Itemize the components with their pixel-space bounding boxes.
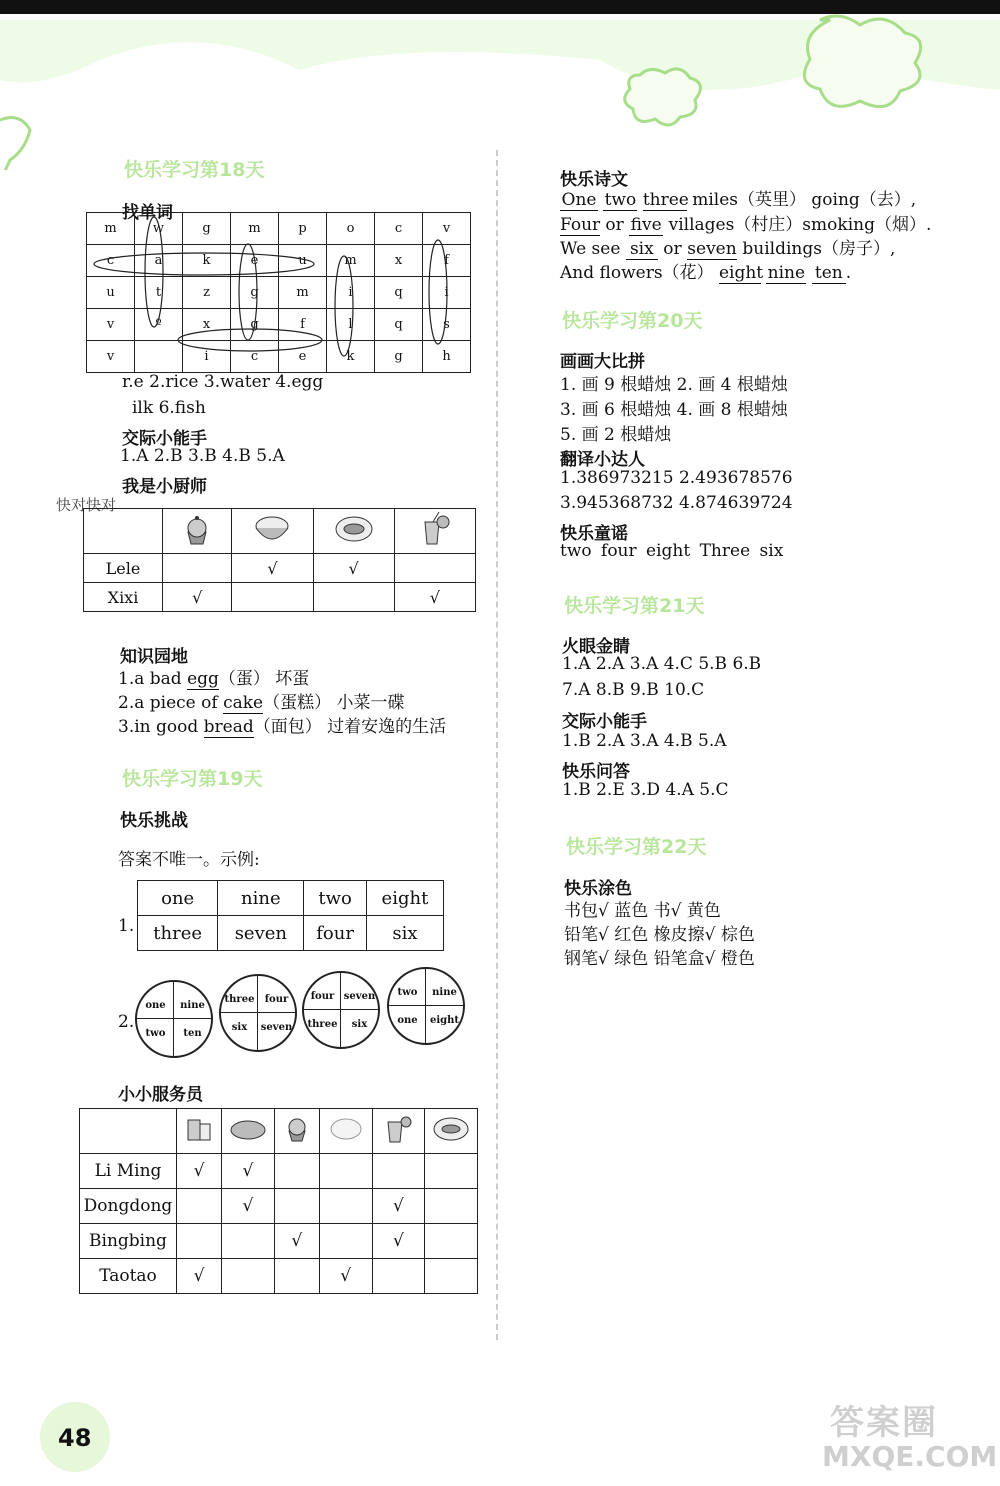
knowledge-title: 知识园地 [120, 647, 188, 667]
qa-line: 1.B 2.E 3.D 4.A 5.C [562, 780, 729, 800]
grid-cell: w [135, 213, 183, 245]
song-title: 快乐童谣 [560, 524, 628, 544]
text: （蛋糕） 小菜一碟 [263, 693, 405, 713]
song-words: two four eight Three six [560, 541, 784, 561]
check-mark [319, 1154, 372, 1189]
table-cell: four [304, 916, 366, 951]
table-row [84, 583, 476, 612]
grid-cell: m [279, 277, 327, 309]
watermark-url: MXQE.COM [822, 1440, 998, 1473]
find-words-title: 找单词 [122, 203, 173, 223]
grid-cell: f [423, 245, 471, 277]
rice-bowl-icon [232, 509, 313, 554]
table-cell: nine [218, 881, 304, 916]
check-mark [425, 1224, 478, 1259]
check-mark: √ [177, 1154, 222, 1189]
row-name: Li Ming [80, 1154, 177, 1189]
grid-cell: i [327, 277, 375, 309]
number-table [137, 880, 444, 951]
circle-word: seven [260, 1022, 293, 1033]
day19-heading: 快乐学习第19天 [122, 768, 263, 790]
bread-icon [222, 1109, 275, 1154]
answer-word: Four [560, 215, 601, 235]
check-mark [372, 1154, 425, 1189]
color-title: 快乐涂色 [564, 879, 632, 899]
circle-word: six [351, 1019, 368, 1030]
table-row [80, 1154, 478, 1189]
circle-word: seven [343, 991, 376, 1002]
check-mark: √ [372, 1224, 425, 1259]
knowledge-line-1 [118, 664, 309, 690]
grid-cell: i [183, 341, 231, 373]
table-cell: two [304, 881, 366, 916]
table-row [80, 1224, 478, 1259]
answer-word: six [626, 239, 658, 260]
grid-cell: f [279, 309, 327, 341]
table-cell: three [138, 916, 218, 951]
table-row [80, 1189, 478, 1224]
answer-word: cake [223, 693, 264, 713]
table-row [80, 1109, 478, 1154]
grid-cell: g [231, 277, 279, 309]
text: 1.a bad [118, 669, 188, 689]
translate-title: 翻译小达人 [560, 450, 645, 470]
answer-word: bread [203, 717, 254, 737]
find-words-answers-1: r.e 2.rice 3.water 4.egg [122, 372, 324, 392]
grid-cell: g [231, 309, 279, 341]
check-mark [177, 1189, 222, 1224]
poem-line-1 [560, 185, 916, 211]
jiaoji-line-21: 1.B 2.A 3.A 4.B 5.A [562, 731, 727, 751]
check-mark [163, 554, 232, 583]
grid-cell: s [423, 309, 471, 341]
check-mark [274, 1259, 319, 1294]
poem-line-3 [560, 234, 895, 260]
table-cell [80, 1109, 177, 1154]
answer-word: seven [687, 239, 737, 259]
grid-cell: g [375, 341, 423, 373]
grid-cell: e [231, 245, 279, 277]
check-mark [319, 1224, 372, 1259]
grid-cell: º [135, 309, 183, 341]
circle-word: three [224, 994, 255, 1005]
milk-icon [177, 1109, 222, 1154]
text: . [845, 263, 852, 283]
check-mark [232, 583, 313, 612]
table-row [138, 916, 444, 951]
challenge-note: 答案不唯一。示例: [118, 850, 260, 870]
circle-word: one [145, 1000, 166, 1011]
grid-cell: c [375, 213, 423, 245]
answer-word: five [630, 215, 662, 235]
table-cell: eight [366, 881, 443, 916]
check-mark [177, 1224, 222, 1259]
eyes-title: 火眼金睛 [562, 637, 630, 657]
grid-cell: t [135, 277, 183, 309]
grid-cell: a [135, 245, 183, 277]
cupcake-icon [163, 509, 232, 554]
grid-cell: e [279, 341, 327, 373]
day22-heading: 快乐学习第22天 [566, 836, 707, 858]
chef-table [83, 508, 476, 612]
text: miles（英里） going（去）, [692, 190, 917, 210]
answer-word: three [642, 190, 689, 210]
grid-cell: i [423, 277, 471, 309]
fish-plate-icon [425, 1109, 478, 1154]
grid-cell: m [327, 245, 375, 277]
check-mark [319, 1189, 372, 1224]
table-row [80, 1259, 478, 1294]
row-name: Dongdong [80, 1189, 177, 1224]
cloud-decoration [0, 0, 1000, 170]
grid-cell: v [87, 341, 135, 373]
poem-title: 快乐诗文 [560, 170, 628, 190]
answer-word: eight [718, 263, 764, 283]
chef-title: 我是小厨师 [122, 477, 207, 497]
grid-cell: o [327, 213, 375, 245]
circle-word: two [145, 1028, 166, 1039]
check-mark: √ [274, 1224, 319, 1259]
grid-cell: x [183, 309, 231, 341]
cupcake-icon [274, 1109, 319, 1154]
waiter-title: 小小服务员 [118, 1085, 203, 1105]
page-number: 48 [58, 1424, 92, 1452]
grid-cell: h [423, 341, 471, 373]
draw-line-1: 1. 画 9 根蜡烛 2. 画 4 根蜡烛 [560, 375, 788, 395]
check-mark [274, 1154, 319, 1189]
row-name: Xixi [84, 583, 163, 612]
circle-word: four [264, 994, 289, 1005]
table-cell: six [366, 916, 443, 951]
answer-word: One [561, 190, 597, 210]
circle-word: one [397, 1015, 418, 1026]
grid-cell: k [327, 341, 375, 373]
answer-word: nine [767, 263, 806, 283]
text: or [663, 239, 682, 259]
check-mark: √ [319, 1259, 372, 1294]
number-circle [302, 971, 380, 1049]
fish-plate-icon [313, 509, 394, 554]
translate-line-2: 3.945368732 4.874639724 [560, 493, 793, 513]
check-mark: √ [163, 583, 232, 612]
grid-cell: x [375, 245, 423, 277]
knowledge-line-2 [118, 688, 405, 714]
grid-cell: v [423, 213, 471, 245]
grid-cell: g [183, 213, 231, 245]
grid-cell: c [87, 245, 135, 277]
draw-title: 画画大比拼 [560, 352, 645, 372]
table-row [84, 554, 476, 583]
row-name: Taotao [80, 1259, 177, 1294]
check-mark [222, 1259, 275, 1294]
grid-cell: k [183, 245, 231, 277]
check-mark [425, 1189, 478, 1224]
knowledge-line-3 [118, 712, 446, 738]
circle-word: eight [429, 1015, 460, 1026]
day20-heading: 快乐学习第20天 [562, 310, 703, 332]
table-cell [84, 509, 163, 554]
noodles-icon [319, 1109, 372, 1154]
grid-cell: q [375, 309, 423, 341]
poem-line-2 [560, 210, 931, 236]
check-mark [313, 583, 394, 612]
jiaoji-title-21: 交际小能手 [562, 712, 647, 732]
draw-line-2: 3. 画 6 根蜡烛 4. 画 8 根蜡烛 [560, 400, 788, 420]
day21-heading: 快乐学习第21天 [564, 595, 705, 617]
juice-icon [394, 509, 475, 554]
circle-word: three [307, 1019, 338, 1030]
circle-word: nine [432, 987, 457, 998]
row-name: Lele [84, 554, 163, 583]
column-divider [496, 150, 498, 1340]
text: or [605, 215, 624, 235]
juice-icon [372, 1109, 425, 1154]
circle-word: ten [183, 1028, 202, 1039]
answer-word: ten [812, 263, 846, 284]
grid-cell: m [231, 213, 279, 245]
word-circles [86, 212, 476, 377]
circle-word: six [231, 1022, 248, 1033]
text: 2.a piece of [118, 693, 224, 713]
text: buildings（房子）, [742, 239, 896, 259]
check-mark [425, 1259, 478, 1294]
number-circle [219, 974, 297, 1052]
number-circle [387, 967, 465, 1045]
text: We see [560, 239, 621, 259]
number-circle [135, 980, 213, 1058]
grid-cell: c [231, 341, 279, 373]
check-mark: √ [177, 1259, 222, 1294]
grid-cell: u [87, 277, 135, 309]
check-mark: √ [372, 1189, 425, 1224]
circle-word: four [310, 991, 335, 1002]
check-mark [425, 1154, 478, 1189]
grid-cell: p [279, 213, 327, 245]
circle-word: nine [180, 1000, 205, 1011]
table-row [84, 509, 476, 554]
check-mark: √ [232, 554, 313, 583]
grid-cell: m [87, 213, 135, 245]
jiaoji-title-18: 交际小能手 [122, 429, 207, 449]
grid-cell: u [279, 245, 327, 277]
chef-subtitle: 快对快对 [56, 496, 117, 514]
grid-cell: l [327, 309, 375, 341]
qa-title: 快乐问答 [562, 762, 630, 782]
text: And flowers（花） [560, 263, 714, 283]
eyes-line-2: 7.A 8.B 9.B 10.C [562, 680, 705, 700]
check-mark: √ [313, 554, 394, 583]
table-cell: one [138, 881, 218, 916]
translate-line-1: 1.386973215 2.493678576 [560, 468, 793, 488]
color-line-3: 钢笔√ 绿色 铅笔盒√ 橙色 [564, 949, 755, 969]
answer-word: egg [187, 669, 219, 689]
grid-cell: z [183, 277, 231, 309]
grid-cell: q [375, 277, 423, 309]
check-mark [394, 554, 475, 583]
row-name: Bingbing [80, 1224, 177, 1259]
item-number-2: 2. [118, 1012, 135, 1032]
table-cell: seven [218, 916, 304, 951]
color-line-1: 书包√ 蓝色 书√ 黄色 [564, 901, 721, 921]
table-row [138, 881, 444, 916]
find-words-answers-2: ilk 6.fish [132, 398, 206, 418]
color-line-2: 铅笔√ 红色 橡皮擦√ 棕色 [564, 925, 755, 945]
waiter-table [79, 1108, 478, 1294]
challenge-title: 快乐挑战 [120, 811, 188, 831]
draw-line-3: 5. 画 2 根蜡烛 [560, 425, 672, 445]
check-mark [222, 1224, 275, 1259]
text: （蛋） 坏蛋 [218, 669, 310, 689]
eyes-line-1: 1.A 2.A 3.A 4.C 5.B 6.B [562, 654, 762, 674]
text: villages（村庄）smoking（烟）. [668, 215, 932, 235]
text: （面包） 过着安逸的生活 [253, 717, 447, 737]
check-mark: √ [222, 1154, 275, 1189]
day18-heading: 快乐学习第18天 [124, 159, 265, 181]
answer-word: two [604, 190, 637, 210]
check-mark [274, 1189, 319, 1224]
text: 3.in good [118, 717, 204, 737]
poem-line-4 [560, 258, 851, 284]
check-mark: √ [222, 1189, 275, 1224]
watermark-logo: 答案圈 [830, 1403, 938, 1443]
circle-word: two [397, 987, 418, 998]
jiaoji-answers-18: 1.A 2.B 3.B 4.B 5.A [120, 446, 285, 466]
item-number-1: 1. [118, 916, 135, 936]
grid-cell: v [87, 309, 135, 341]
check-mark [372, 1259, 425, 1294]
check-mark: √ [394, 583, 475, 612]
